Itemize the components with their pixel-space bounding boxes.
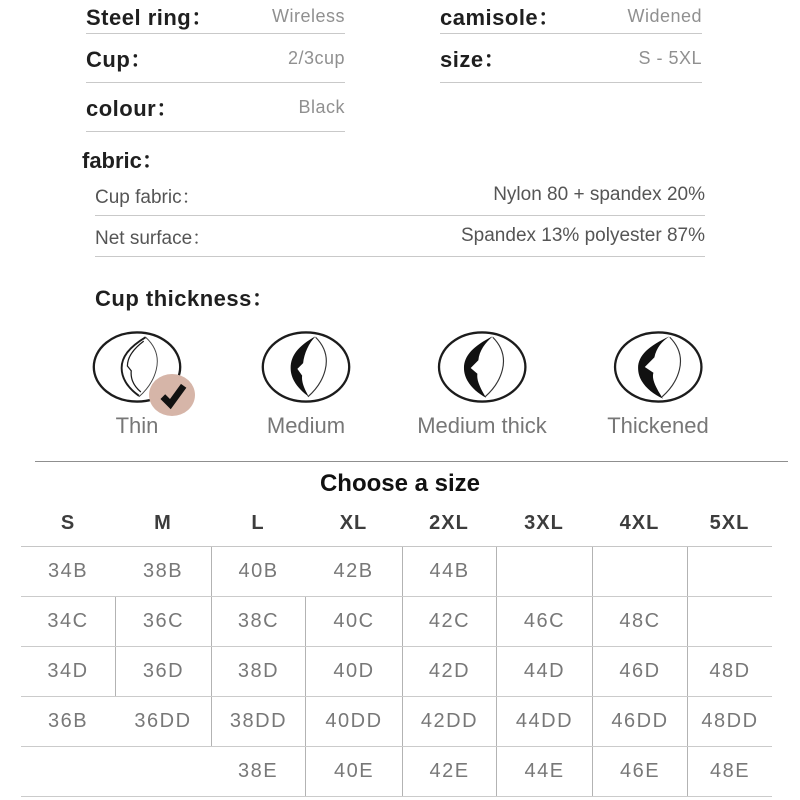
cup-thickness-label: Medium (266, 413, 346, 438)
cup-cross-section-medium-icon (258, 328, 354, 406)
size-cell-44dd[interactable]: 44DD (496, 697, 592, 746)
size-cell-40dd[interactable]: 40DD (305, 697, 402, 746)
size-cell-40b[interactable]: 40B (211, 547, 305, 596)
cup-thickness-heading: Cup thickness： (95, 286, 275, 311)
size-cell-34b[interactable]: 34B (47, 560, 89, 582)
fabric-row-net-surface (95, 216, 705, 257)
size-cell-48e[interactable]: 48E (687, 747, 772, 796)
size-cell-36d[interactable]: 36D (115, 647, 211, 696)
fabric-value: Nylon 80 + spandex 20% (493, 184, 705, 205)
spec-value: Black (298, 96, 345, 117)
cup-thickness-label: Medium thick (417, 413, 547, 438)
spec-label: size： (440, 46, 507, 72)
size-cell-empty (115, 747, 211, 796)
size-cell-44b[interactable]: 44B (402, 547, 496, 596)
spec-value: Wireless (271, 6, 345, 26)
size-table-header (21, 500, 772, 547)
size-cell-46c[interactable]: 46C (496, 597, 592, 646)
size-table-row (21, 647, 772, 697)
fabric-label: Cup fabric： (95, 186, 201, 208)
fabric-label: Net surface： (95, 227, 212, 249)
size-cell-empty (496, 547, 592, 596)
size-cell-36c[interactable]: 36C (115, 597, 211, 646)
spec-row-size (440, 34, 702, 83)
size-table-row (21, 747, 772, 797)
size-table-row (21, 597, 772, 647)
spec-row-colour (86, 83, 345, 132)
size-cell-46dd[interactable]: 46DD (592, 697, 687, 746)
size-cell-42d[interactable]: 42D (402, 647, 496, 696)
size-cell-42b[interactable]: 42B (333, 560, 374, 582)
spec-label: camisole： (440, 5, 561, 30)
table-top-divider (35, 461, 788, 462)
size-cell-38e[interactable]: 38E (237, 760, 279, 782)
fabric-rows (95, 175, 705, 257)
size-column-header-s: S (60, 511, 76, 534)
size-cell-34c[interactable]: 34C (47, 610, 89, 632)
cup-cross-section-medium-thick-icon (434, 328, 530, 406)
size-cell-48c[interactable]: 48C (592, 597, 687, 646)
size-table-row (21, 697, 772, 747)
size-column-header-m: M (154, 511, 172, 534)
spec-row-steel-ring (86, 0, 345, 34)
cup-cross-section-thickened-icon (610, 328, 706, 406)
size-cell-empty (592, 547, 687, 596)
size-table-body (21, 547, 772, 797)
spec-row-cup (86, 34, 345, 83)
selected-check-icon (149, 374, 195, 416)
cup-thickness-option-medium-thick[interactable] (417, 328, 547, 439)
cup-thickness-label: Thin (115, 413, 159, 438)
size-cell-36b[interactable]: 36B (47, 710, 89, 732)
fabric-row-cup-fabric (95, 175, 705, 216)
cup-cross-section-thin-icon (89, 328, 185, 406)
size-cell-46d[interactable]: 46D (592, 647, 687, 696)
fabric-heading: fabric： (82, 148, 164, 173)
size-column-header-4xl: 4XL (619, 511, 660, 534)
size-cell-38b[interactable]: 38B (142, 560, 184, 582)
size-column-header-2xl: 2XL (429, 511, 469, 534)
size-table-row (21, 547, 772, 597)
spec-row-camisole (440, 0, 702, 34)
size-cell-38c[interactable]: 38C (211, 597, 305, 646)
spec-label: Cup： (86, 46, 153, 72)
spec-value: 2/3cup (287, 47, 345, 68)
size-column-header-l: L (251, 511, 265, 534)
size-table-title: Choose a size (319, 470, 481, 497)
size-cell-44d[interactable]: 44D (496, 647, 592, 696)
size-cell-40d[interactable]: 40D (305, 647, 402, 696)
size-cell-36dd[interactable]: 36DD (134, 710, 192, 732)
size-cell-42e[interactable]: 42E (402, 747, 496, 796)
size-cell-42c[interactable]: 42C (402, 597, 496, 646)
size-cell-40e[interactable]: 40E (305, 747, 402, 796)
spec-label: colour： (86, 95, 179, 121)
size-column-header-3xl: 3XL (524, 511, 564, 534)
size-cell-46e[interactable]: 46E (592, 747, 687, 796)
size-cell-34d[interactable]: 34D (47, 660, 89, 682)
size-column-header-xl: XL (339, 511, 368, 534)
cup-thickness-label: Thickened (607, 413, 709, 438)
size-cell-empty (687, 597, 772, 646)
size-cell-44e[interactable]: 44E (496, 747, 592, 796)
size-cell-38d[interactable]: 38D (211, 647, 305, 696)
cup-thickness-option-medium[interactable] (258, 328, 354, 439)
size-cell-empty (687, 547, 772, 596)
spec-value: Widened (627, 6, 702, 26)
size-cell-38dd[interactable]: 38DD (211, 697, 305, 746)
cup-thickness-option-thickened[interactable] (607, 328, 709, 439)
size-cell-48d[interactable]: 48D (687, 647, 772, 696)
size-cell-42dd[interactable]: 42DD (402, 697, 496, 746)
spec-label: Steel ring： (86, 5, 214, 30)
size-cell-48dd[interactable]: 48DD (687, 697, 772, 746)
spec-column-right (440, 0, 702, 83)
size-column-header-5xl: 5XL (709, 511, 750, 534)
spec-column-left (86, 0, 345, 132)
size-cell-40c[interactable]: 40C (305, 597, 402, 646)
fabric-value: Spandex 13% polyester 87% (461, 225, 705, 246)
cup-thickness-option-thin[interactable] (89, 328, 185, 439)
size-cell-empty (21, 747, 115, 796)
spec-value: S - 5XL (638, 47, 702, 68)
